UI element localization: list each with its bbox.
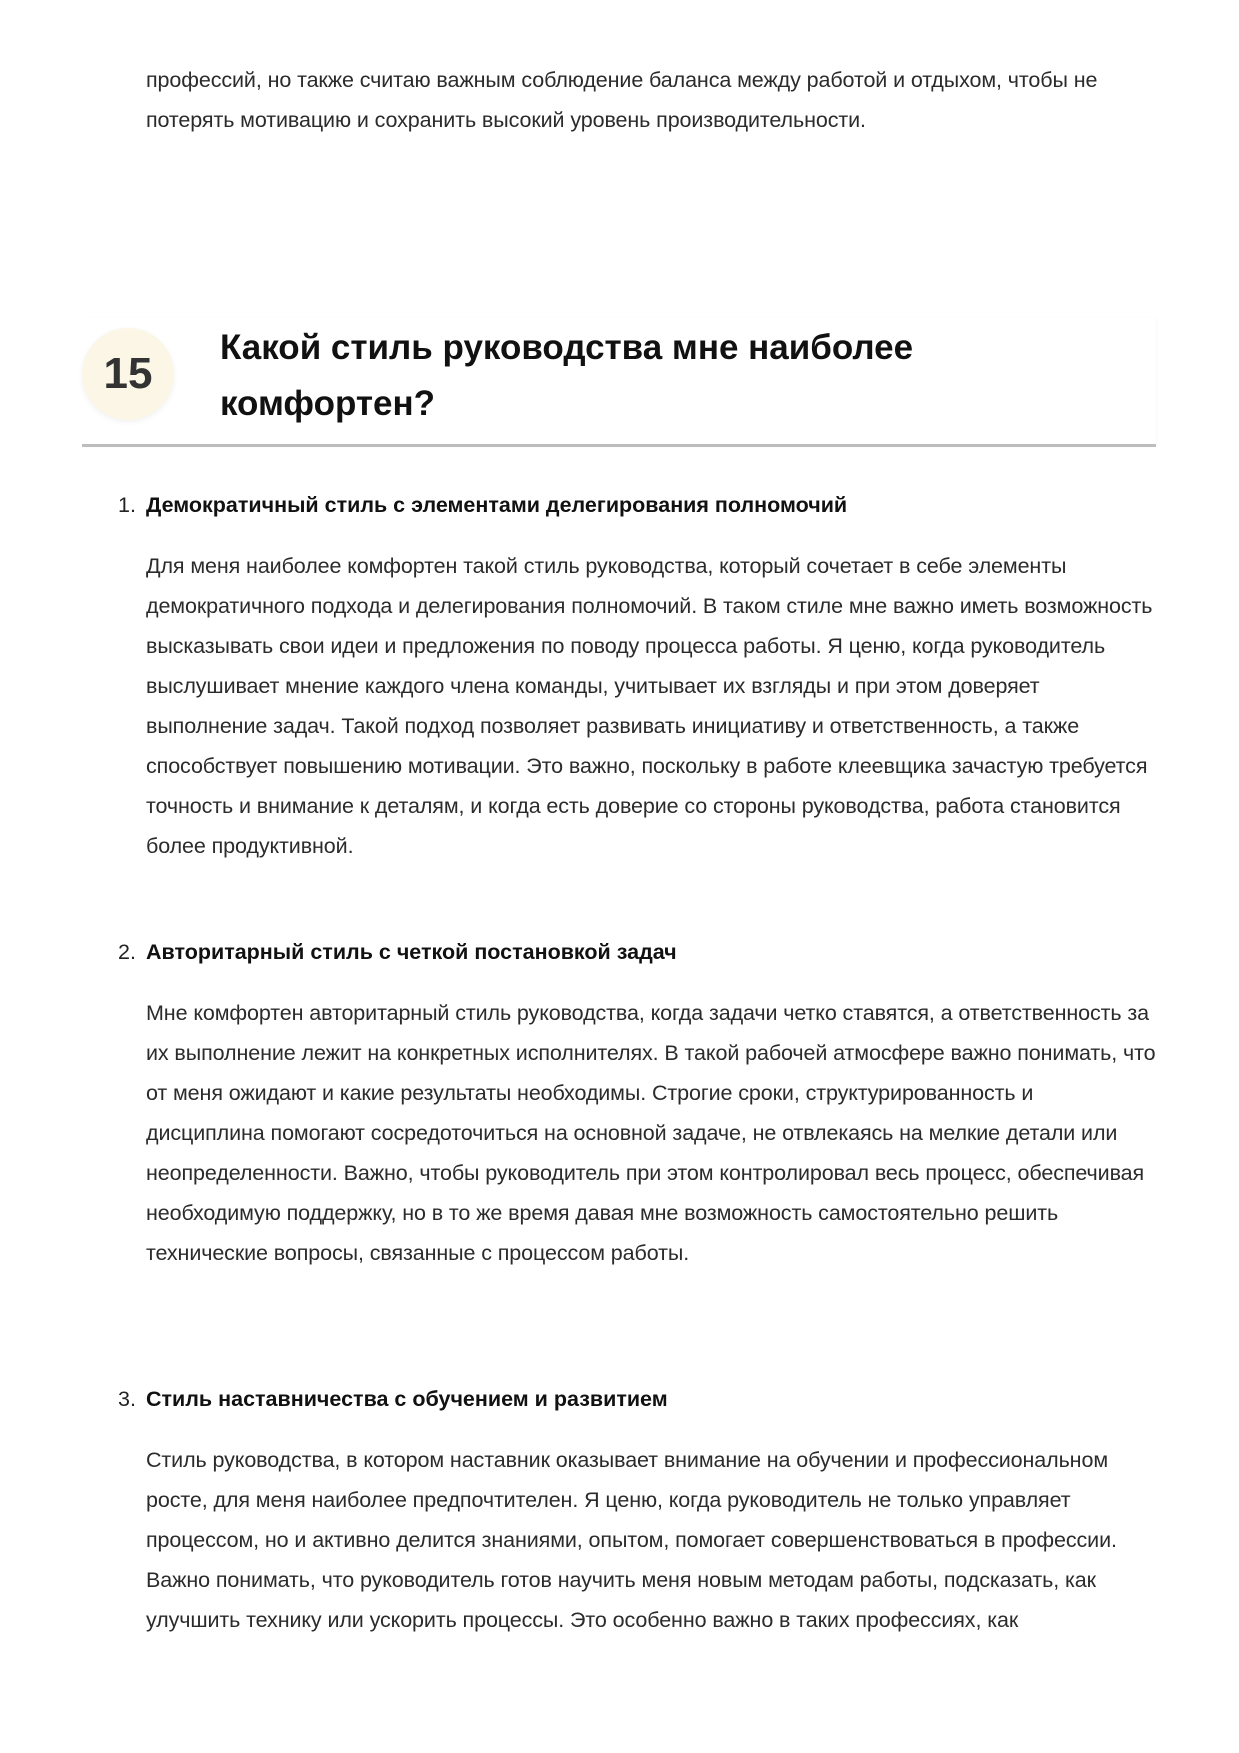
answer-title: Демократичный стиль с элементами делегирования полномочий (146, 493, 848, 517)
answer-heading (118, 1379, 1158, 1419)
answer-heading (118, 932, 1158, 972)
answer-text: Мне комфортен авторитарный стиль руководства, когда задачи четко ставятся, а ответственность за их выполнение лежит на конкретных исполнителях. В такой рабочей атмосфере важно понимать, что от меня ожидают и какие результаты необходимы. Строгие сроки, структурированность и дисциплина помогают сосредоточиться на основной задаче, не отвлекаясь на мелкие детали или неопределенности. Важно, чтобы руководитель при этом контролировал весь процесс, обеспечивая необходимую поддержку, но в то же время давая мне возможность самостоятельно решить технические вопросы, связанные с процессом работы. (146, 1001, 1156, 1265)
answer-text: Стиль руководства, в котором наставник оказывает внимание на обучении и профессиональном росте, для меня наиболее предпочтителен. Я ценю, когда руководитель не только управляет процессом, но и активно делится знаниями, опытом, помогает совершенствоваться в профессии. Важно понимать, что руководитель готов научить меня новым методам работы, подсказать, как улучшить технику или ускорить процессы. Это особенно важно в таких профессиях, как (146, 1448, 1117, 1632)
answer-text: Для меня наиболее комфортен такой стиль руководства, который сочетает в себе элементы демократичного подхода и делегирования полномочий. В таком стиле мне важно иметь возможность высказывать свои идеи и предложения по поводу процесса работы. Я ценю, когда руководитель выслушивает мнение каждого члена команды, учитывает их взгляды и при этом доверяет выполнение задач. Такой подход позволяет развивать инициативу и ответственность, а также способствует повышению мотивации. Это важно, поскольку в работе клеевщика зачастую требуется точность и внимание к деталям, и когда есть доверие со стороны руководства, работа становится более продуктивной. (146, 554, 1153, 858)
answer-number: 1. (118, 493, 136, 517)
answer-number: 3. (118, 1387, 136, 1411)
answer-title: Авторитарный стиль с четкой постановкой задач (146, 940, 677, 964)
question-number-badge: 15 (82, 328, 174, 420)
answer-number: 2. (118, 940, 136, 964)
question-title: Какой стиль руководства мне наиболее комфортен? (220, 328, 914, 423)
intro-paragraph: профессий, но также считаю важным соблюдение баланса между работой и отдыхом, чтобы не потерять мотивацию и сохранить высокий уровень производительности. (146, 68, 1098, 132)
answer-title: Стиль наставничества с обучением и развитием (146, 1387, 668, 1411)
answer-heading (118, 485, 1158, 525)
